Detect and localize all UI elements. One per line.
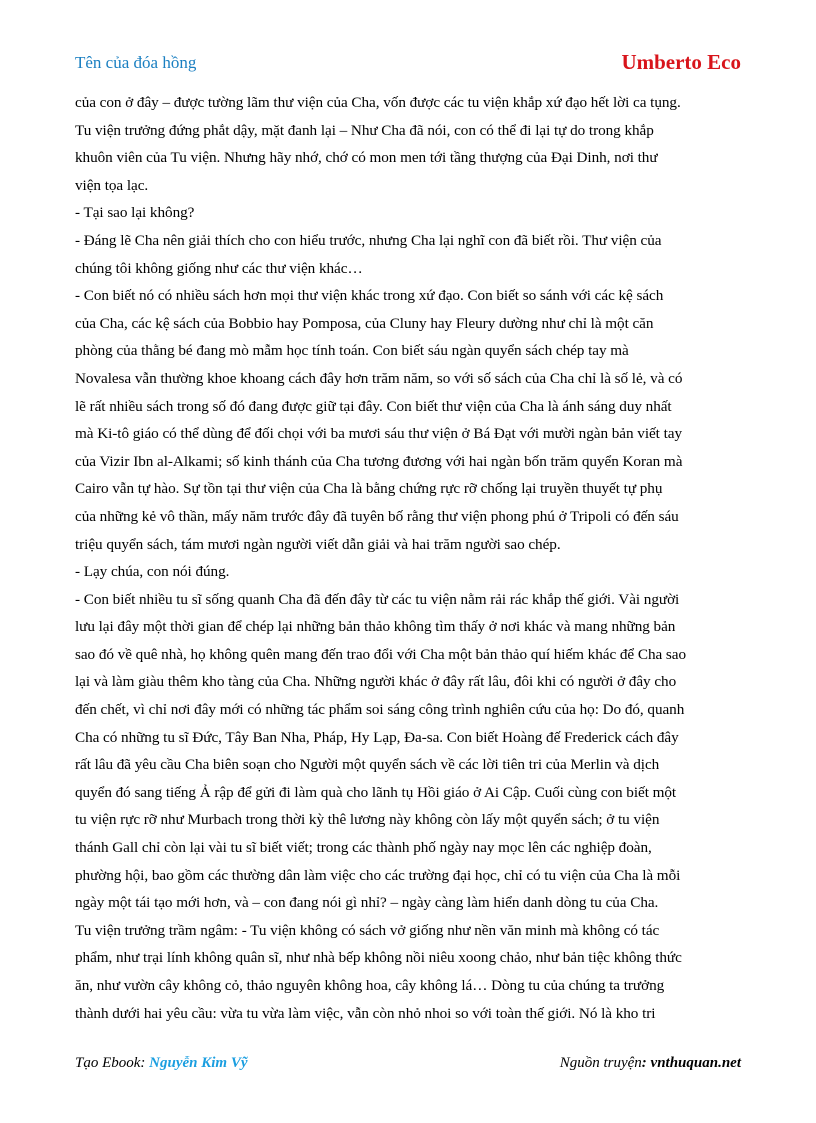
text-line: khuôn viên của Tu viện. Nhưng hãy nhớ, chớ có mon men tới tầng thượng của Đại Dinh, nơi thư — [75, 149, 658, 167]
text-line: phường hội, bao gồm các thường dân làm việc cho các trường đại học, chỉ có tu viện của Cha là mỗi — [75, 866, 681, 884]
ebook-credit — [75, 1055, 248, 1072]
ebook-label: Tạo Ebook — [75, 1055, 141, 1071]
text-line: - Lạy chúa, con nói đúng. — [75, 563, 230, 581]
text-line: đến chết, vì chỉ nơi đây mới có những tác phẩm soi sáng công trình nghiên cứu của họ: Do đó, quanh — [75, 701, 685, 719]
source-label: Nguồn truyện — [559, 1055, 642, 1071]
text-line: triệu quyển sách, tám mươi ngàn người viết dẫn giải và hai trăm người sao chép. — [75, 535, 561, 553]
text-line: - Con biết nhiều tu sĩ sống quanh Cha đã đến đây từ các tu viện nằm rải rác khắp thế giới. Vài người — [75, 590, 680, 608]
text-line: ăn, như vườn cây không cỏ, thảo nguyên không hoa, cây không lá… Dòng tu của chúng ta trưởng — [75, 977, 665, 994]
text-line: thánh Gall chỉ còn lại vài tu sĩ biết viết; trong các thành phố ngày nay mọc lên các nghiệp đoàn, — [75, 839, 652, 857]
text-line: phòng của thằng bé đang mò mẫm học tính toán. Con biết sáu ngàn quyển sách chép tay mà — [75, 342, 629, 360]
text-line: phẩm, như trại lính không quân sĩ, như nhà bếp không nồi niêu xoong chảo, như bản tiệc không thức — [75, 949, 682, 967]
text-line: của Cha, các kệ sách của Bobbio hay Pomposa, của Cluny hay Fleury dường như chỉ là một căn — [75, 314, 654, 332]
text-line: Tu viện trưởng đứng phắt dậy, mặt đanh lại – Như Cha đã nói, con có thể đi lại tự do trong khắp — [75, 121, 654, 139]
source-credit — [560, 1055, 741, 1072]
text-line: quyển đó sang tiếng Ả rập để gửi đi làm quà cho lãnh tụ Hồi giáo ở Ai Cập. Cuối cùng con biết một — [75, 783, 677, 801]
text-line: ngày một tái tạo mới hơn, và – con đang nói gì nhỉ? – ngày càng làm hiển danh dòng tu của Cha. — [75, 894, 659, 912]
text-line: của Vizir Ibn al-Alkami; số kinh thánh của Cha tương đương với hai ngàn bốn trăm quyển Koran mà — [75, 452, 683, 470]
text-line: thành dưới hai yêu cầu: vừa tu vừa làm việc, vẫn còn nhỏ nhoi so với toàn thế giới. Nó là kho tri — [75, 1004, 656, 1022]
text-line: - Tại sao lại không? — [75, 204, 195, 222]
text-line: chúng tôi không giống như các thư viện khác… — [75, 259, 363, 277]
page-footer — [75, 1055, 741, 1077]
text-line: tu viện rực rỡ như Murbach trong thời kỳ thê lương này không còn lấy một quyển sách; ở tu viện — [75, 811, 660, 829]
text-line: viện tọa lạc. — [75, 176, 149, 194]
book-title: Tên của đóa hồng — [75, 53, 197, 72]
author-name: Umberto Eco — [621, 50, 741, 74]
ebook-creator-name: Nguyễn Kim Vỹ — [149, 1055, 248, 1071]
source-site: vnthuquan.net — [650, 1055, 741, 1071]
text-line: lại và làm giàu thêm kho tàng của Cha. Những người khác ở đây rất lâu, đôi khi có người ở đây cho — [75, 673, 677, 691]
text-line: Novalesa vẫn thường khoe khoang cách đây hơn trăm năm, so với số sách của Cha chỉ là số lẻ, và có — [75, 369, 683, 387]
text-line: lẽ rất nhiều sách trong số đó đang được giữ tại đây. Con biết thư viện của Cha là ánh sáng duy nhất — [75, 397, 672, 415]
text-line: của con ở đây – được tường lãm thư viện của Cha, vốn được các tu viện khắp xứ đạo hết lời ca tụng. — [75, 94, 681, 111]
text-line: rất lâu đã yêu cầu Cha biên soạn cho Người một quyển sách về các lời tiên tri của Merlin và dịch — [75, 756, 660, 774]
source-separator: : — [641, 1055, 651, 1071]
ebook-separator: : — [140, 1055, 150, 1071]
text-line: - Con biết nó có nhiều sách hơn mọi thư viện khác trong xứ đạo. Con biết so sánh với các kệ sách — [75, 287, 664, 305]
page-header — [75, 50, 741, 76]
page-body — [75, 89, 747, 1027]
text-line: mà Ki-tô giáo có thể dùng để đối chọi với ba mươi sáu thư viện ở Bá Đạt với mười ngàn bản viết tay — [75, 425, 683, 443]
text-line: Tu viện trưởng trầm ngâm: - Tu viện không có sách vở giống như nền văn minh mà không có tác — [75, 921, 660, 939]
text-line: sao đó về quê nhà, họ không quên mang đến trao đổi với Cha một bản thảo quí hiếm khác để Cha sao — [75, 645, 687, 663]
text-line: của những kẻ vô thần, mấy năm trước đây đã tuyên bố rằng thư viện phong phú ở Tripoli có đến sáu — [75, 507, 679, 525]
text-line: Cairo vẫn tự hào. Sự tồn tại thư viện của Cha là bằng chứng rực rỡ chống lại truyền thuyết tự phụ — [75, 480, 663, 498]
text-line: lưu lại đây một thời gian để chép lại những bản thảo không tìm thấy ở nơi khác và mang những bản — [75, 618, 676, 636]
text-line: Cha có những tu sĩ Đức, Tây Ban Nha, Pháp, Hy Lạp, Đa-sa. Con biết Hoàng đế Frederick cách đây — [75, 728, 679, 746]
text-line: - Đáng lẽ Cha nên giải thích cho con hiểu trước, nhưng Cha lại nghĩ con đã biết rồi. Thư viện của — [75, 231, 662, 249]
